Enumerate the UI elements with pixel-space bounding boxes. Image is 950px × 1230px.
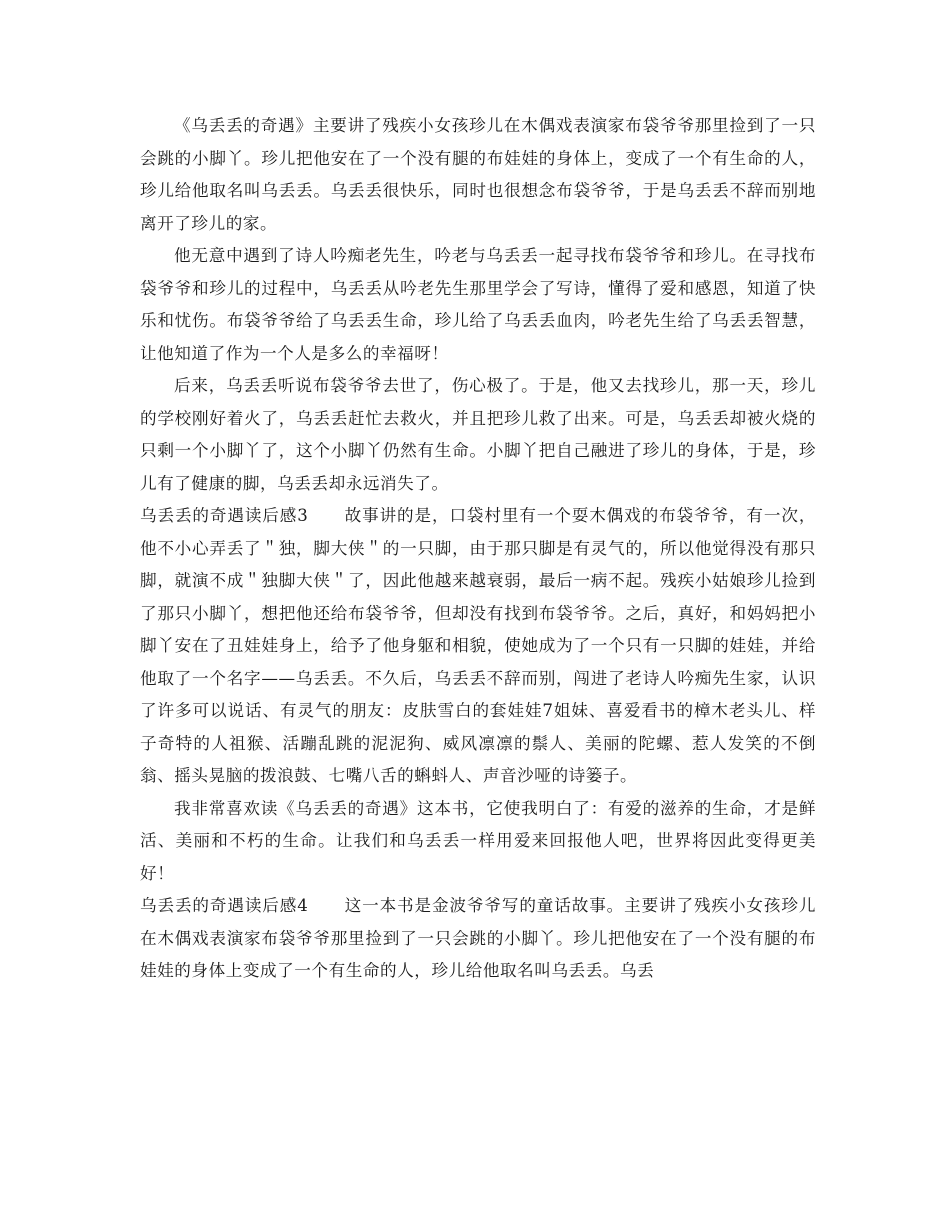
paragraph-poet: 他无意中遇到了诗人吟痴老先生，吟老与乌丢丢一起寻找布袋爷爷和珍儿。在寻找布袋爷爷和珍儿的过程中，乌丢丢从吟老先生那里学会了写诗，懂得了爱和感恩，知道了快乐和忧伤。布袋爷爷给了乌丢丢生命，珍儿给了乌丢丢血肉，吟老先生给了乌丢丢智慧，让他知道了作为一个人是多么的幸福呀！ bbox=[140, 246, 816, 363]
section-title-review-3: 乌丢丢的奇遇读后感3 bbox=[140, 506, 309, 525]
paragraph-review-3-text: 故事讲的是，口袋村里有一个耍木偶戏的布袋爷爷，有一次，他不小心弄丢了＂独，脚大侠＂的一只脚，由于那只脚是有灵气的，所以他觉得没有那只脚，就演不成＂独脚大侠＂了，因此他越来越衰弱，最后一病不起。残疾小姑娘珍儿捡到了那只小脚丫，想把他还给布袋爷爷，但却没有找到布袋爷爷。之后，真好，和妈妈把小脚丫安在了丑娃娃身上，给予了他身躯和相貌，使她成为了一个只有一只脚的娃娃，并给他取了一个名字——乌丢丢。不久后，乌丢丢不辞而别，闯进了老诗人吟痴先生家，认识了许多可以说话、有灵气的朋友：皮肤雪白的套娃娃7姐妹、喜爱看书的樟木老头儿、样子奇特的人祖猴、活蹦乱跳的泥泥狗、威风凛凛的鬃人、美丽的陀螺、惹人发笑的不倒翁、摇头晃脑的拨浪鼓、七嘴八舌的蝌蚪人、声音沙哑的诗篓子。 bbox=[140, 506, 816, 785]
paragraph-review-4 bbox=[140, 890, 816, 988]
paragraph-review-3 bbox=[140, 500, 816, 793]
section-title-review-4: 乌丢丢的奇遇读后感4 bbox=[140, 896, 309, 915]
paragraph-review-4-text: 这一本书是金波爷爷写的童话故事。主要讲了残疾小女孩珍儿在木偶戏表演家布袋爷爷那里捡到了一只会跳的小脚丫。珍儿把他安在了一个没有腿的布娃娃的身体上变成了一个有生命的人，珍儿给他取名叫乌丢丢。乌丢 bbox=[140, 896, 816, 980]
document-body bbox=[140, 110, 816, 988]
paragraph-fire: 后来，乌丢丢听说布袋爷爷去世了，伤心极了。于是，他又去找珍儿，那一天，珍儿的学校刚好着火了，乌丢丢赶忙去救火，并且把珍儿救了出来。可是，乌丢丢却被火烧的只剩一个小脚丫了，这个小脚丫仍然有生命。小脚丫把自己融进了珍儿的身体，于是，珍儿有了健康的脚，乌丢丢却永远消失了。 bbox=[140, 376, 816, 493]
paragraph-conclusion: 我非常喜欢读《乌丢丢的奇遇》这本书，它使我明白了：有爱的滋养的生命，才是鲜活、美丽和不朽的生命。让我们和乌丢丢一样用爱来回报他人吧，世界将因此变得更美好！ bbox=[140, 798, 816, 883]
paragraph-summary: 《乌丢丢的奇遇》主要讲了残疾小女孩珍儿在木偶戏表演家布袋爷爷那里捡到了一只会跳的小脚丫。珍儿把他安在了一个没有腿的布娃娃的身体上，变成了一个有生命的人，珍儿给他取名叫乌丢丢。乌丢丢很快乐，同时也很想念布袋爷爷，于是乌丢丢不辞而别地离开了珍儿的家。 bbox=[140, 116, 816, 233]
